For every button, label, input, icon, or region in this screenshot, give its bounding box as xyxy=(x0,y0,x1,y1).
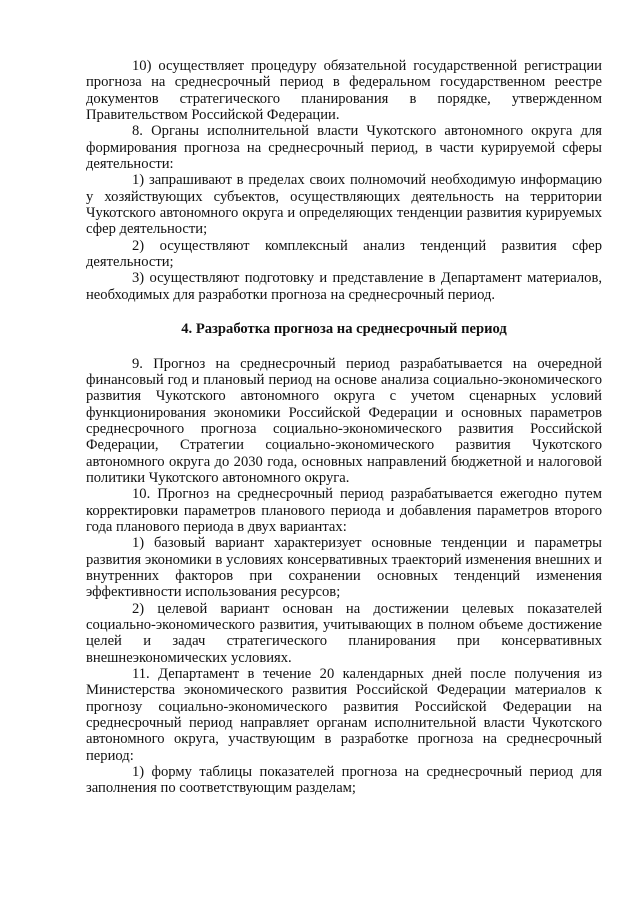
paragraph-11-item-1: 1) форму таблицы показателей прогноза на среднесрочный период для заполнения по соответствующим разделам; xyxy=(86,764,602,797)
paragraph-8-executive-bodies: 8. Органы исполнительной власти Чукотского автономного округа для формирования прогноза на среднесрочный период, в части курируемой сферы деятельности: xyxy=(86,123,602,173)
paragraph-10-registration: 10) осуществляет процедуру обязательной государственной регистрации прогноза на среднесрочный период в федеральном государственном реестре документов стратегического планирования в порядке, утвержденном Правительством Российской Федерации. xyxy=(86,58,602,124)
paragraph-8-item-2: 2) осуществляют комплексный анализ тенденций развития сфер деятельности; xyxy=(86,237,602,271)
paragraph-10-item-2-target: 2) целевой вариант основан на достижении целевых показателей социально-экономического развития, учитывающих в полном объеме достижение целей и задач стратегического планирования при консервативных внешнеэкономических условиях. xyxy=(86,600,602,666)
section-heading: 4. Разработка прогноза на среднесрочный период xyxy=(181,321,507,338)
paragraph-8-item-1: 1) запрашивают в пределах своих полномочий необходимую информацию у хозяйствующих субъектов, осуществляющих деятельность на территории Чукотского автономного округа и определяющих тенденции развития курируемых сфер деятельности; xyxy=(86,172,602,238)
paragraph-10-forecast-variants: 10. Прогноз на среднесрочный период разрабатывается ежегодно путем корректировки параметров планового периода и добавления параметров второго года планового периода в двух вариантах: xyxy=(86,486,602,535)
paragraph-8-item-3: 3) осуществляют подготовку и представление в Департамент материалов, необходимых для разработки прогноза на среднесрочный период. xyxy=(86,270,602,303)
document-page xyxy=(86,58,602,797)
paragraph-10-item-1-base: 1) базовый вариант характеризует основные тенденции и параметры развития экономики в условиях консервативных траекторий изменения внешних и внутренних факторов при сохранении основных тенденций изменения эффективности использования ресурсов; xyxy=(86,535,602,601)
paragraph-11-department: 11. Департамент в течение 20 календарных дней после получения из Министерства экономического развития Российской Федерации материалов к прогнозу социально-экономического развития Российской Федерации на среднесрочный период направляет органам исполнительной власти Чукотского автономного округа, участвующим в разработке прогноза на среднесрочный период: xyxy=(86,666,602,764)
paragraph-9-forecast-basis: 9. Прогноз на среднесрочный период разрабатывается на очередной финансовый год и плановый период на основе анализа социально-экономического развития Чукотского автономного округа с учетом сценарных условий функционирования экономики Российской Федерации и основных параметров среднесрочного прогноза социально-экономического развития Российской Федерации, Стратегии социально-экономического развития Чукотского автономного округа до 2030 года, основных направлений бюджетной и налоговой политики Чукотского автономного округа. xyxy=(86,355,602,486)
